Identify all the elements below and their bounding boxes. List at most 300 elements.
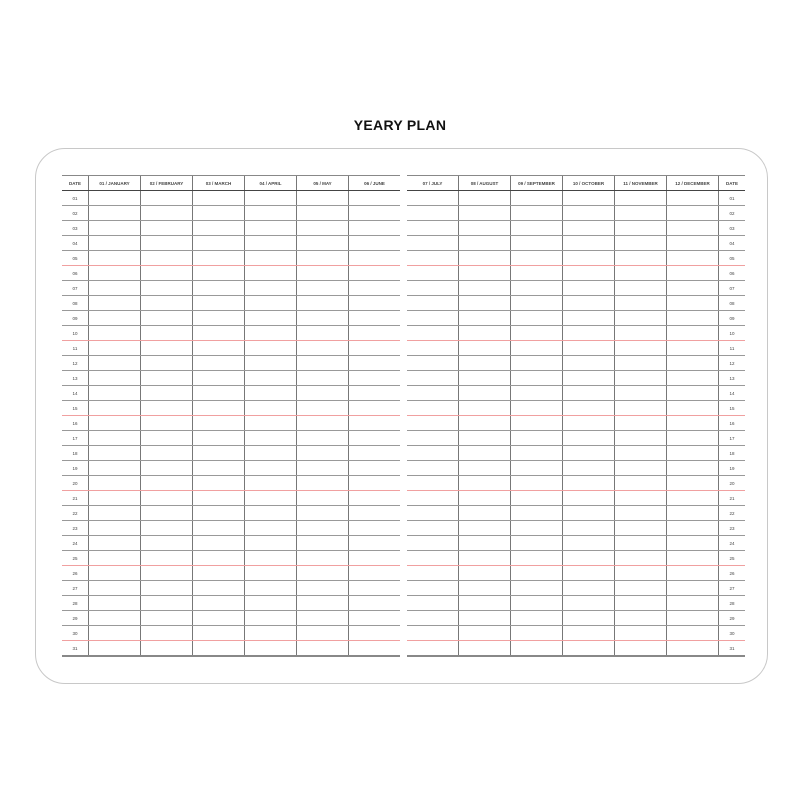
plan-cell[interactable] — [141, 506, 193, 521]
plan-cell[interactable] — [297, 581, 349, 596]
plan-cell[interactable] — [407, 251, 459, 266]
plan-cell[interactable] — [563, 641, 615, 657]
plan-cell[interactable] — [193, 266, 245, 281]
plan-cell[interactable] — [667, 566, 719, 581]
plan-cell[interactable] — [511, 521, 563, 536]
plan-cell[interactable] — [563, 281, 615, 296]
plan-cell[interactable] — [511, 401, 563, 416]
plan-cell[interactable] — [89, 371, 141, 386]
plan-cell[interactable] — [141, 356, 193, 371]
plan-cell[interactable] — [459, 416, 511, 431]
plan-cell[interactable] — [511, 386, 563, 401]
plan-cell[interactable] — [245, 536, 297, 551]
plan-cell[interactable] — [563, 416, 615, 431]
plan-cell[interactable] — [89, 401, 141, 416]
plan-cell[interactable] — [459, 206, 511, 221]
plan-cell[interactable] — [349, 521, 401, 536]
plan-cell[interactable] — [615, 581, 667, 596]
plan-cell[interactable] — [193, 371, 245, 386]
plan-cell[interactable] — [141, 191, 193, 206]
plan-cell[interactable] — [141, 416, 193, 431]
plan-cell[interactable] — [511, 206, 563, 221]
plan-cell[interactable] — [89, 461, 141, 476]
plan-cell[interactable] — [245, 281, 297, 296]
plan-cell[interactable] — [407, 386, 459, 401]
plan-cell[interactable] — [141, 566, 193, 581]
plan-cell[interactable] — [141, 311, 193, 326]
plan-cell[interactable] — [511, 491, 563, 506]
plan-cell[interactable] — [245, 416, 297, 431]
plan-cell[interactable] — [667, 641, 719, 657]
plan-cell[interactable] — [349, 446, 401, 461]
plan-cell[interactable] — [297, 521, 349, 536]
plan-cell[interactable] — [141, 581, 193, 596]
plan-cell[interactable] — [245, 386, 297, 401]
plan-cell[interactable] — [349, 341, 401, 356]
plan-cell[interactable] — [297, 416, 349, 431]
plan-cell[interactable] — [193, 476, 245, 491]
plan-cell[interactable] — [297, 536, 349, 551]
plan-cell[interactable] — [459, 551, 511, 566]
plan-cell[interactable] — [297, 476, 349, 491]
plan-cell[interactable] — [511, 536, 563, 551]
plan-cell[interactable] — [511, 221, 563, 236]
plan-cell[interactable] — [667, 281, 719, 296]
plan-cell[interactable] — [615, 626, 667, 641]
plan-cell[interactable] — [89, 221, 141, 236]
plan-cell[interactable] — [245, 296, 297, 311]
plan-cell[interactable] — [297, 356, 349, 371]
plan-cell[interactable] — [407, 311, 459, 326]
plan-cell[interactable] — [459, 311, 511, 326]
plan-cell[interactable] — [89, 356, 141, 371]
plan-cell[interactable] — [89, 251, 141, 266]
plan-cell[interactable] — [615, 236, 667, 251]
plan-cell[interactable] — [89, 506, 141, 521]
plan-cell[interactable] — [667, 416, 719, 431]
plan-cell[interactable] — [407, 191, 459, 206]
plan-cell[interactable] — [141, 446, 193, 461]
plan-cell[interactable] — [667, 386, 719, 401]
plan-cell[interactable] — [667, 206, 719, 221]
plan-cell[interactable] — [245, 566, 297, 581]
plan-cell[interactable] — [563, 221, 615, 236]
plan-cell[interactable] — [615, 416, 667, 431]
plan-cell[interactable] — [459, 266, 511, 281]
plan-cell[interactable] — [511, 461, 563, 476]
plan-cell[interactable] — [141, 236, 193, 251]
plan-cell[interactable] — [297, 191, 349, 206]
plan-cell[interactable] — [141, 536, 193, 551]
plan-cell[interactable] — [459, 371, 511, 386]
plan-cell[interactable] — [563, 446, 615, 461]
plan-cell[interactable] — [407, 416, 459, 431]
plan-cell[interactable] — [459, 401, 511, 416]
plan-cell[interactable] — [349, 356, 401, 371]
plan-cell[interactable] — [511, 611, 563, 626]
plan-cell[interactable] — [667, 311, 719, 326]
plan-cell[interactable] — [349, 581, 401, 596]
plan-cell[interactable] — [563, 551, 615, 566]
plan-cell[interactable] — [349, 506, 401, 521]
plan-cell[interactable] — [459, 626, 511, 641]
plan-cell[interactable] — [193, 461, 245, 476]
plan-cell[interactable] — [141, 491, 193, 506]
plan-cell[interactable] — [563, 506, 615, 521]
plan-cell[interactable] — [245, 326, 297, 341]
plan-cell[interactable] — [615, 446, 667, 461]
plan-cell[interactable] — [193, 311, 245, 326]
plan-cell[interactable] — [615, 191, 667, 206]
plan-cell[interactable] — [89, 551, 141, 566]
plan-cell[interactable] — [511, 506, 563, 521]
plan-cell[interactable] — [615, 356, 667, 371]
plan-cell[interactable] — [563, 311, 615, 326]
plan-cell[interactable] — [89, 491, 141, 506]
plan-cell[interactable] — [667, 626, 719, 641]
plan-cell[interactable] — [245, 581, 297, 596]
plan-cell[interactable] — [407, 266, 459, 281]
plan-cell[interactable] — [667, 326, 719, 341]
plan-cell[interactable] — [349, 281, 401, 296]
plan-cell[interactable] — [563, 266, 615, 281]
plan-cell[interactable] — [193, 641, 245, 657]
plan-cell[interactable] — [193, 551, 245, 566]
plan-cell[interactable] — [563, 401, 615, 416]
plan-cell[interactable] — [141, 221, 193, 236]
plan-cell[interactable] — [667, 191, 719, 206]
plan-cell[interactable] — [141, 401, 193, 416]
plan-cell[interactable] — [407, 521, 459, 536]
plan-cell[interactable] — [407, 641, 459, 657]
plan-cell[interactable] — [245, 341, 297, 356]
plan-cell[interactable] — [459, 596, 511, 611]
plan-cell[interactable] — [245, 641, 297, 657]
plan-cell[interactable] — [563, 356, 615, 371]
plan-cell[interactable] — [193, 416, 245, 431]
plan-cell[interactable] — [245, 206, 297, 221]
plan-cell[interactable] — [667, 356, 719, 371]
plan-cell[interactable] — [193, 626, 245, 641]
plan-cell[interactable] — [193, 521, 245, 536]
plan-cell[interactable] — [297, 491, 349, 506]
plan-cell[interactable] — [563, 596, 615, 611]
plan-cell[interactable] — [245, 596, 297, 611]
plan-cell[interactable] — [407, 236, 459, 251]
plan-cell[interactable] — [245, 401, 297, 416]
plan-cell[interactable] — [511, 446, 563, 461]
plan-cell[interactable] — [297, 266, 349, 281]
plan-cell[interactable] — [245, 371, 297, 386]
plan-cell[interactable] — [459, 461, 511, 476]
plan-cell[interactable] — [193, 191, 245, 206]
plan-cell[interactable] — [667, 491, 719, 506]
plan-cell[interactable] — [459, 341, 511, 356]
plan-cell[interactable] — [615, 281, 667, 296]
plan-cell[interactable] — [245, 611, 297, 626]
plan-cell[interactable] — [193, 446, 245, 461]
plan-cell[interactable] — [349, 491, 401, 506]
plan-cell[interactable] — [511, 236, 563, 251]
plan-cell[interactable] — [349, 221, 401, 236]
plan-cell[interactable] — [407, 281, 459, 296]
plan-cell[interactable] — [563, 491, 615, 506]
plan-cell[interactable] — [141, 596, 193, 611]
plan-cell[interactable] — [511, 356, 563, 371]
plan-cell[interactable] — [297, 506, 349, 521]
plan-cell[interactable] — [459, 521, 511, 536]
plan-cell[interactable] — [667, 506, 719, 521]
plan-cell[interactable] — [297, 461, 349, 476]
plan-cell[interactable] — [407, 461, 459, 476]
plan-cell[interactable] — [667, 461, 719, 476]
plan-cell[interactable] — [563, 191, 615, 206]
plan-cell[interactable] — [245, 221, 297, 236]
plan-cell[interactable] — [615, 431, 667, 446]
plan-cell[interactable] — [245, 476, 297, 491]
plan-cell[interactable] — [615, 221, 667, 236]
plan-cell[interactable] — [349, 416, 401, 431]
plan-cell[interactable] — [245, 446, 297, 461]
plan-cell[interactable] — [563, 521, 615, 536]
plan-cell[interactable] — [349, 641, 401, 657]
plan-cell[interactable] — [615, 536, 667, 551]
plan-cell[interactable] — [349, 551, 401, 566]
plan-cell[interactable] — [667, 236, 719, 251]
plan-cell[interactable] — [407, 221, 459, 236]
plan-cell[interactable] — [349, 566, 401, 581]
plan-cell[interactable] — [297, 326, 349, 341]
plan-cell[interactable] — [459, 281, 511, 296]
plan-cell[interactable] — [563, 386, 615, 401]
plan-cell[interactable] — [297, 431, 349, 446]
plan-cell[interactable] — [297, 206, 349, 221]
plan-cell[interactable] — [193, 221, 245, 236]
plan-cell[interactable] — [193, 566, 245, 581]
plan-cell[interactable] — [297, 566, 349, 581]
plan-cell[interactable] — [349, 251, 401, 266]
plan-cell[interactable] — [245, 461, 297, 476]
plan-cell[interactable] — [667, 431, 719, 446]
plan-cell[interactable] — [193, 251, 245, 266]
plan-cell[interactable] — [141, 431, 193, 446]
plan-cell[interactable] — [407, 566, 459, 581]
plan-cell[interactable] — [563, 581, 615, 596]
plan-cell[interactable] — [511, 341, 563, 356]
plan-cell[interactable] — [141, 476, 193, 491]
plan-cell[interactable] — [141, 281, 193, 296]
plan-cell[interactable] — [89, 311, 141, 326]
plan-cell[interactable] — [615, 521, 667, 536]
plan-cell[interactable] — [193, 401, 245, 416]
plan-cell[interactable] — [511, 551, 563, 566]
plan-cell[interactable] — [667, 596, 719, 611]
plan-cell[interactable] — [89, 476, 141, 491]
plan-cell[interactable] — [459, 296, 511, 311]
plan-cell[interactable] — [459, 491, 511, 506]
plan-cell[interactable] — [141, 326, 193, 341]
plan-cell[interactable] — [245, 521, 297, 536]
plan-cell[interactable] — [349, 401, 401, 416]
plan-cell[interactable] — [407, 596, 459, 611]
plan-cell[interactable] — [297, 341, 349, 356]
plan-cell[interactable] — [615, 596, 667, 611]
plan-cell[interactable] — [349, 386, 401, 401]
plan-cell[interactable] — [667, 446, 719, 461]
plan-cell[interactable] — [193, 596, 245, 611]
plan-cell[interactable] — [667, 401, 719, 416]
plan-cell[interactable] — [193, 356, 245, 371]
plan-cell[interactable] — [511, 476, 563, 491]
plan-cell[interactable] — [459, 431, 511, 446]
plan-cell[interactable] — [193, 206, 245, 221]
plan-cell[interactable] — [245, 266, 297, 281]
plan-cell[interactable] — [459, 641, 511, 657]
plan-cell[interactable] — [89, 611, 141, 626]
plan-cell[interactable] — [459, 506, 511, 521]
plan-cell[interactable] — [563, 611, 615, 626]
plan-cell[interactable] — [349, 461, 401, 476]
plan-cell[interactable] — [297, 236, 349, 251]
plan-cell[interactable] — [297, 371, 349, 386]
plan-cell[interactable] — [141, 641, 193, 657]
plan-cell[interactable] — [459, 581, 511, 596]
plan-cell[interactable] — [141, 371, 193, 386]
plan-cell[interactable] — [297, 446, 349, 461]
plan-cell[interactable] — [563, 371, 615, 386]
plan-cell[interactable] — [141, 461, 193, 476]
plan-cell[interactable] — [407, 506, 459, 521]
plan-cell[interactable] — [297, 401, 349, 416]
plan-cell[interactable] — [89, 566, 141, 581]
plan-cell[interactable] — [407, 431, 459, 446]
plan-cell[interactable] — [667, 221, 719, 236]
plan-cell[interactable] — [615, 296, 667, 311]
plan-cell[interactable] — [667, 251, 719, 266]
plan-cell[interactable] — [193, 296, 245, 311]
plan-cell[interactable] — [89, 416, 141, 431]
plan-cell[interactable] — [89, 386, 141, 401]
plan-cell[interactable] — [407, 356, 459, 371]
plan-cell[interactable] — [511, 626, 563, 641]
plan-cell[interactable] — [615, 206, 667, 221]
plan-cell[interactable] — [667, 551, 719, 566]
plan-cell[interactable] — [193, 386, 245, 401]
plan-cell[interactable] — [615, 401, 667, 416]
plan-cell[interactable] — [563, 236, 615, 251]
plan-cell[interactable] — [89, 641, 141, 657]
plan-cell[interactable] — [89, 596, 141, 611]
plan-cell[interactable] — [407, 446, 459, 461]
plan-cell[interactable] — [297, 641, 349, 657]
plan-cell[interactable] — [511, 251, 563, 266]
plan-cell[interactable] — [615, 551, 667, 566]
plan-cell[interactable] — [245, 236, 297, 251]
plan-cell[interactable] — [297, 611, 349, 626]
plan-cell[interactable] — [667, 581, 719, 596]
plan-cell[interactable] — [193, 341, 245, 356]
plan-cell[interactable] — [89, 626, 141, 641]
plan-cell[interactable] — [297, 221, 349, 236]
plan-cell[interactable] — [245, 311, 297, 326]
plan-cell[interactable] — [459, 536, 511, 551]
plan-cell[interactable] — [245, 491, 297, 506]
plan-cell[interactable] — [511, 596, 563, 611]
plan-cell[interactable] — [511, 326, 563, 341]
plan-cell[interactable] — [407, 581, 459, 596]
plan-cell[interactable] — [615, 476, 667, 491]
plan-cell[interactable] — [89, 206, 141, 221]
plan-cell[interactable] — [511, 431, 563, 446]
plan-cell[interactable] — [563, 341, 615, 356]
plan-cell[interactable] — [141, 341, 193, 356]
plan-cell[interactable] — [141, 206, 193, 221]
plan-cell[interactable] — [615, 311, 667, 326]
plan-cell[interactable] — [349, 236, 401, 251]
plan-cell[interactable] — [563, 476, 615, 491]
plan-cell[interactable] — [141, 611, 193, 626]
plan-cell[interactable] — [407, 341, 459, 356]
plan-cell[interactable] — [459, 191, 511, 206]
plan-cell[interactable] — [667, 536, 719, 551]
plan-cell[interactable] — [89, 266, 141, 281]
plan-cell[interactable] — [615, 266, 667, 281]
plan-cell[interactable] — [193, 536, 245, 551]
plan-cell[interactable] — [615, 566, 667, 581]
plan-cell[interactable] — [193, 431, 245, 446]
plan-cell[interactable] — [407, 626, 459, 641]
plan-cell[interactable] — [407, 296, 459, 311]
plan-cell[interactable] — [563, 626, 615, 641]
plan-cell[interactable] — [297, 251, 349, 266]
plan-cell[interactable] — [89, 521, 141, 536]
plan-cell[interactable] — [349, 206, 401, 221]
plan-cell[interactable] — [141, 251, 193, 266]
plan-cell[interactable] — [667, 296, 719, 311]
plan-cell[interactable] — [245, 626, 297, 641]
plan-cell[interactable] — [511, 566, 563, 581]
plan-cell[interactable] — [511, 281, 563, 296]
plan-cell[interactable] — [297, 386, 349, 401]
plan-cell[interactable] — [511, 371, 563, 386]
plan-cell[interactable] — [459, 221, 511, 236]
plan-cell[interactable] — [349, 611, 401, 626]
plan-cell[interactable] — [459, 326, 511, 341]
plan-cell[interactable] — [615, 341, 667, 356]
plan-cell[interactable] — [511, 581, 563, 596]
plan-cell[interactable] — [141, 626, 193, 641]
plan-cell[interactable] — [141, 386, 193, 401]
plan-cell[interactable] — [297, 551, 349, 566]
plan-cell[interactable] — [407, 371, 459, 386]
plan-cell[interactable] — [407, 611, 459, 626]
plan-cell[interactable] — [349, 536, 401, 551]
plan-cell[interactable] — [407, 326, 459, 341]
plan-cell[interactable] — [459, 251, 511, 266]
plan-cell[interactable] — [245, 356, 297, 371]
plan-cell[interactable] — [407, 401, 459, 416]
plan-cell[interactable] — [193, 581, 245, 596]
plan-cell[interactable] — [193, 611, 245, 626]
plan-cell[interactable] — [615, 491, 667, 506]
plan-cell[interactable] — [615, 611, 667, 626]
plan-cell[interactable] — [563, 461, 615, 476]
plan-cell[interactable] — [245, 551, 297, 566]
plan-cell[interactable] — [459, 236, 511, 251]
plan-cell[interactable] — [349, 476, 401, 491]
plan-cell[interactable] — [89, 236, 141, 251]
plan-cell[interactable] — [245, 506, 297, 521]
